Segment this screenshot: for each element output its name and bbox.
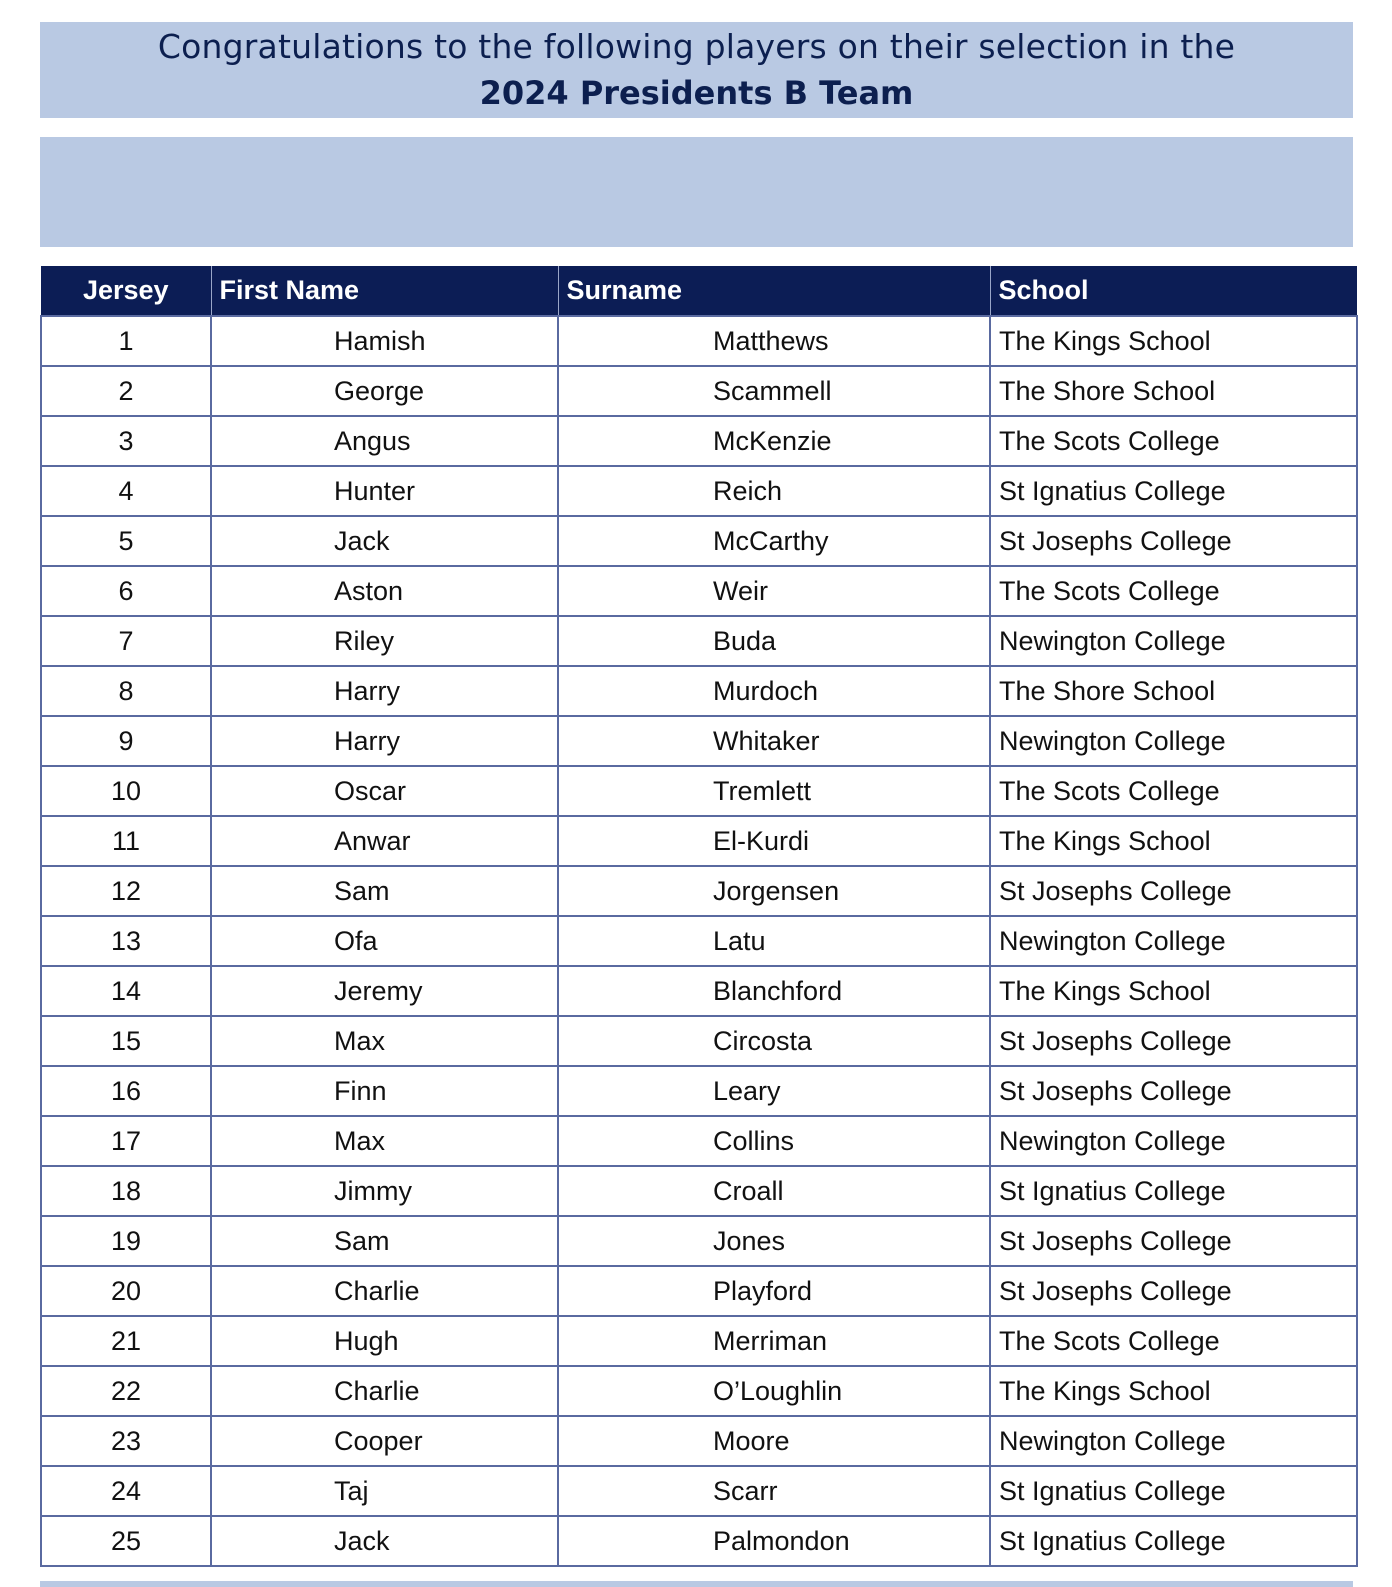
school-cell: Newington College bbox=[990, 616, 1357, 666]
jersey-cell: 15 bbox=[41, 1016, 211, 1066]
jersey-cell: 2 bbox=[41, 366, 211, 416]
table-row bbox=[41, 1466, 1357, 1516]
surname-cell: Buda bbox=[558, 616, 990, 666]
jersey-cell: 19 bbox=[41, 1216, 211, 1266]
first-name-cell: Anwar bbox=[211, 816, 558, 866]
surname-cell: Jones bbox=[558, 1216, 990, 1266]
jersey-cell: 3 bbox=[41, 416, 211, 466]
first-name-cell: Angus bbox=[211, 416, 558, 466]
jersey-cell: 9 bbox=[41, 716, 211, 766]
surname-cell: Croall bbox=[558, 1166, 990, 1216]
column-header-surname: Surname bbox=[558, 266, 990, 316]
first-name-cell: George bbox=[211, 366, 558, 416]
table-row bbox=[41, 416, 1357, 466]
column-header-school: School bbox=[990, 266, 1357, 316]
title-line-2: 2024 Presidents B Team bbox=[479, 74, 914, 112]
jersey-cell: 6 bbox=[41, 566, 211, 616]
table-row bbox=[41, 1216, 1357, 1266]
column-header-first-name: First Name bbox=[211, 266, 558, 316]
table-row bbox=[41, 1416, 1357, 1466]
surname-cell: Leary bbox=[558, 1066, 990, 1116]
first-name-cell: Harry bbox=[211, 716, 558, 766]
table-row bbox=[41, 766, 1357, 816]
table-row bbox=[41, 1166, 1357, 1216]
surname-cell: Whitaker bbox=[558, 716, 990, 766]
bottom-banner bbox=[40, 1581, 1353, 1587]
school-cell: St Ignatius College bbox=[990, 1166, 1357, 1216]
first-name-cell: Taj bbox=[211, 1466, 558, 1516]
table-header-row bbox=[41, 266, 1357, 316]
school-cell: St Ignatius College bbox=[990, 1466, 1357, 1516]
table-row bbox=[41, 1516, 1357, 1566]
surname-cell: O’Loughlin bbox=[558, 1366, 990, 1416]
jersey-cell: 23 bbox=[41, 1416, 211, 1466]
surname-cell: Jorgensen bbox=[558, 866, 990, 916]
surname-cell: Tremlett bbox=[558, 766, 990, 816]
surname-cell: Moore bbox=[558, 1416, 990, 1466]
table-row bbox=[41, 916, 1357, 966]
first-name-cell: Oscar bbox=[211, 766, 558, 816]
school-cell: St Josephs College bbox=[990, 516, 1357, 566]
first-name-cell: Cooper bbox=[211, 1416, 558, 1466]
jersey-cell: 20 bbox=[41, 1266, 211, 1316]
school-cell: St Josephs College bbox=[990, 1016, 1357, 1066]
surname-cell: Merriman bbox=[558, 1316, 990, 1366]
surname-cell: Blanchford bbox=[558, 966, 990, 1016]
jersey-cell: 22 bbox=[41, 1366, 211, 1416]
surname-cell: Palmondon bbox=[558, 1516, 990, 1566]
surname-cell: Scammell bbox=[558, 366, 990, 416]
surname-cell: Matthews bbox=[558, 316, 990, 366]
surname-cell: Latu bbox=[558, 916, 990, 966]
surname-cell: El-Kurdi bbox=[558, 816, 990, 866]
title-line-1: Congratulations to the following players on their selection in the bbox=[157, 27, 1236, 66]
jersey-cell: 5 bbox=[41, 516, 211, 566]
first-name-cell: Jimmy bbox=[211, 1166, 558, 1216]
school-cell: St Josephs College bbox=[990, 866, 1357, 916]
school-cell: St Ignatius College bbox=[990, 466, 1357, 516]
table-row bbox=[41, 1016, 1357, 1066]
school-cell: Newington College bbox=[990, 1116, 1357, 1166]
jersey-cell: 25 bbox=[41, 1516, 211, 1566]
table-row bbox=[41, 1266, 1357, 1316]
first-name-cell: Charlie bbox=[211, 1366, 558, 1416]
first-name-cell: Riley bbox=[211, 616, 558, 666]
jersey-cell: 7 bbox=[41, 616, 211, 666]
title-banner bbox=[40, 22, 1353, 118]
column-header-jersey: Jersey bbox=[41, 266, 211, 316]
table-row bbox=[41, 866, 1357, 916]
table-row bbox=[41, 716, 1357, 766]
first-name-cell: Hamish bbox=[211, 316, 558, 366]
first-name-cell: Jeremy bbox=[211, 966, 558, 1016]
jersey-cell: 11 bbox=[41, 816, 211, 866]
surname-cell: McCarthy bbox=[558, 516, 990, 566]
first-name-cell: Aston bbox=[211, 566, 558, 616]
school-cell: St Ignatius College bbox=[990, 1516, 1357, 1566]
table-row bbox=[41, 666, 1357, 716]
jersey-cell: 21 bbox=[41, 1316, 211, 1366]
school-cell: Newington College bbox=[990, 916, 1357, 966]
blank-banner bbox=[40, 137, 1353, 247]
surname-cell: Reich bbox=[558, 466, 990, 516]
surname-cell: Playford bbox=[558, 1266, 990, 1316]
school-cell: St Josephs College bbox=[990, 1216, 1357, 1266]
table-row bbox=[41, 466, 1357, 516]
school-cell: The Scots College bbox=[990, 416, 1357, 466]
first-name-cell: Jack bbox=[211, 1516, 558, 1566]
first-name-cell: Ofa bbox=[211, 916, 558, 966]
first-name-cell: Hugh bbox=[211, 1316, 558, 1366]
table-row bbox=[41, 316, 1357, 366]
team-roster-table bbox=[40, 266, 1358, 1567]
jersey-cell: 4 bbox=[41, 466, 211, 516]
jersey-cell: 14 bbox=[41, 966, 211, 1016]
school-cell: The Scots College bbox=[990, 1316, 1357, 1366]
jersey-cell: 13 bbox=[41, 916, 211, 966]
school-cell: The Kings School bbox=[990, 1366, 1357, 1416]
school-cell: The Kings School bbox=[990, 966, 1357, 1016]
school-cell: The Shore School bbox=[990, 366, 1357, 416]
jersey-cell: 18 bbox=[41, 1166, 211, 1216]
surname-cell: Weir bbox=[558, 566, 990, 616]
first-name-cell: Harry bbox=[211, 666, 558, 716]
table-row bbox=[41, 616, 1357, 666]
table-row bbox=[41, 1366, 1357, 1416]
table-row bbox=[41, 1316, 1357, 1366]
school-cell: St Josephs College bbox=[990, 1266, 1357, 1316]
school-cell: Newington College bbox=[990, 716, 1357, 766]
table-body bbox=[41, 316, 1357, 1566]
jersey-cell: 16 bbox=[41, 1066, 211, 1116]
surname-cell: Circosta bbox=[558, 1016, 990, 1066]
first-name-cell: Max bbox=[211, 1116, 558, 1166]
table-row bbox=[41, 366, 1357, 416]
jersey-cell: 17 bbox=[41, 1116, 211, 1166]
first-name-cell: Max bbox=[211, 1016, 558, 1066]
first-name-cell: Hunter bbox=[211, 466, 558, 516]
first-name-cell: Sam bbox=[211, 866, 558, 916]
table-row bbox=[41, 1066, 1357, 1116]
table-row bbox=[41, 566, 1357, 616]
surname-cell: McKenzie bbox=[558, 416, 990, 466]
school-cell: The Shore School bbox=[990, 666, 1357, 716]
first-name-cell: Jack bbox=[211, 516, 558, 566]
jersey-cell: 8 bbox=[41, 666, 211, 716]
school-cell: Newington College bbox=[990, 1416, 1357, 1466]
first-name-cell: Charlie bbox=[211, 1266, 558, 1316]
first-name-cell: Sam bbox=[211, 1216, 558, 1266]
jersey-cell: 24 bbox=[41, 1466, 211, 1516]
surname-cell: Murdoch bbox=[558, 666, 990, 716]
table-row bbox=[41, 966, 1357, 1016]
table-row bbox=[41, 1116, 1357, 1166]
school-cell: The Kings School bbox=[990, 316, 1357, 366]
jersey-cell: 12 bbox=[41, 866, 211, 916]
school-cell: St Josephs College bbox=[990, 1066, 1357, 1116]
table-row bbox=[41, 516, 1357, 566]
first-name-cell: Finn bbox=[211, 1066, 558, 1116]
school-cell: The Scots College bbox=[990, 766, 1357, 816]
jersey-cell: 1 bbox=[41, 316, 211, 366]
school-cell: The Scots College bbox=[990, 566, 1357, 616]
jersey-cell: 10 bbox=[41, 766, 211, 816]
surname-cell: Scarr bbox=[558, 1466, 990, 1516]
school-cell: The Kings School bbox=[990, 816, 1357, 866]
surname-cell: Collins bbox=[558, 1116, 990, 1166]
table-row bbox=[41, 816, 1357, 866]
